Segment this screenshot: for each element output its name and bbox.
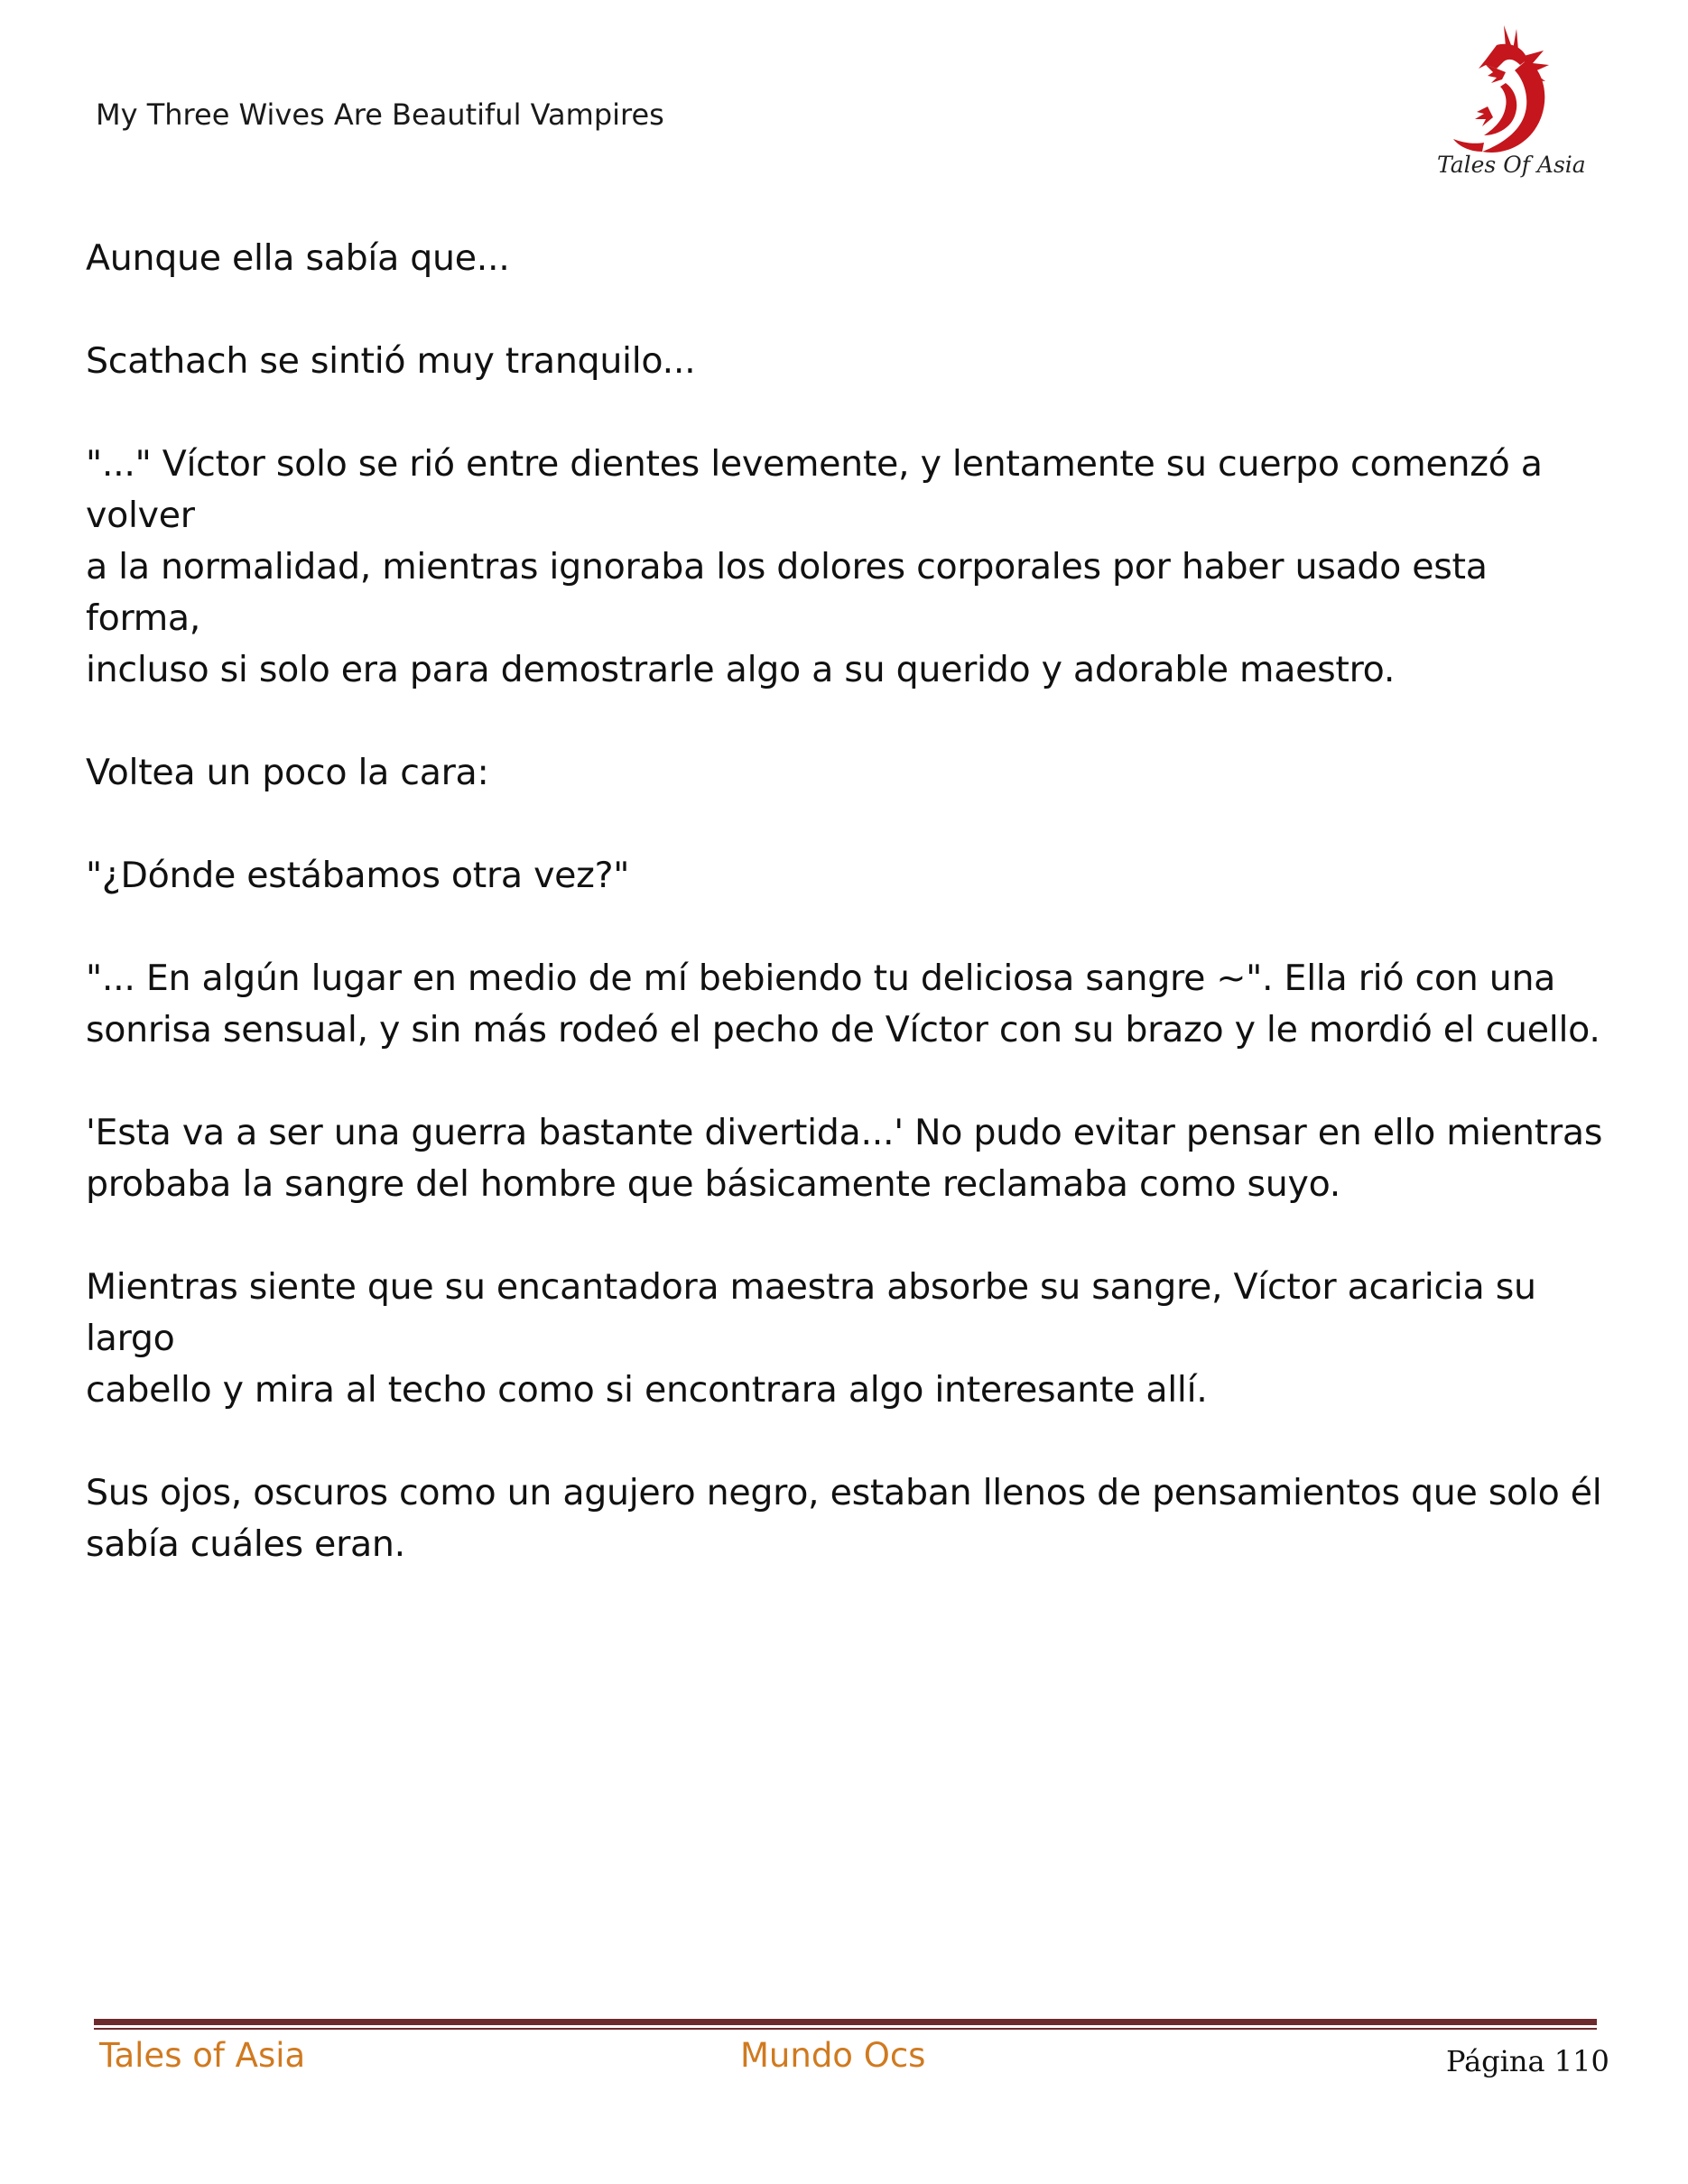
- paragraph: "..." Víctor solo se rió entre dientes levemente, y lentamente su cuerpo comenzó a volver a la normalidad, mientras ignoraba los dolores corporales por haber usado esta forma, incluso si solo era para demostrarle algo a su querido y adorable maestro.: [86, 443, 1543, 690]
- paragraph: "... En algún lugar en medio de mí bebiendo tu deliciosa sangre ~". Ella rió con una sonrisa sensual, y sin más rodeó el pecho de Víctor con su brazo y le mordió el cuello.: [86, 958, 1600, 1050]
- paragraph: 'Esta va a ser una guerra bastante divertida...' No pudo evitar pensar en ello mientras probaba la sangre del hombre que básicamente reclamaba como suyo.: [86, 1112, 1603, 1205]
- paragraph: Scathach se sintió muy tranquilo...: [86, 340, 696, 382]
- paragraph: Voltea un poco la cara:: [86, 752, 489, 793]
- footer-site-name: Tales of Asia: [99, 2036, 306, 2075]
- footer-group-name: Mundo Ocs: [740, 2036, 926, 2075]
- paragraph: "¿Dónde estábamos otra vez?": [86, 855, 630, 896]
- paragraph: Sus ojos, oscuros como un agujero negro, estaban llenos de pensamientos que solo él sabía cuáles eran.: [86, 1472, 1602, 1565]
- paragraph: Aunque ella sabía que...: [86, 237, 510, 279]
- page-number: Página 110: [1446, 2044, 1609, 2078]
- book-title: My Three Wives Are Beautiful Vampires: [96, 97, 664, 132]
- paragraph: Mientras siente que su encantadora maestra absorbe su sangre, Víctor acaricia su largo cabello y mira al techo como si encontrara algo interesante allí.: [86, 1266, 1536, 1411]
- footer-divider-thin: [94, 2028, 1597, 2030]
- footer-divider: [94, 2019, 1597, 2025]
- logo-caption: Tales Of Asia: [1437, 152, 1586, 178]
- chapter-body: [86, 233, 1611, 1622]
